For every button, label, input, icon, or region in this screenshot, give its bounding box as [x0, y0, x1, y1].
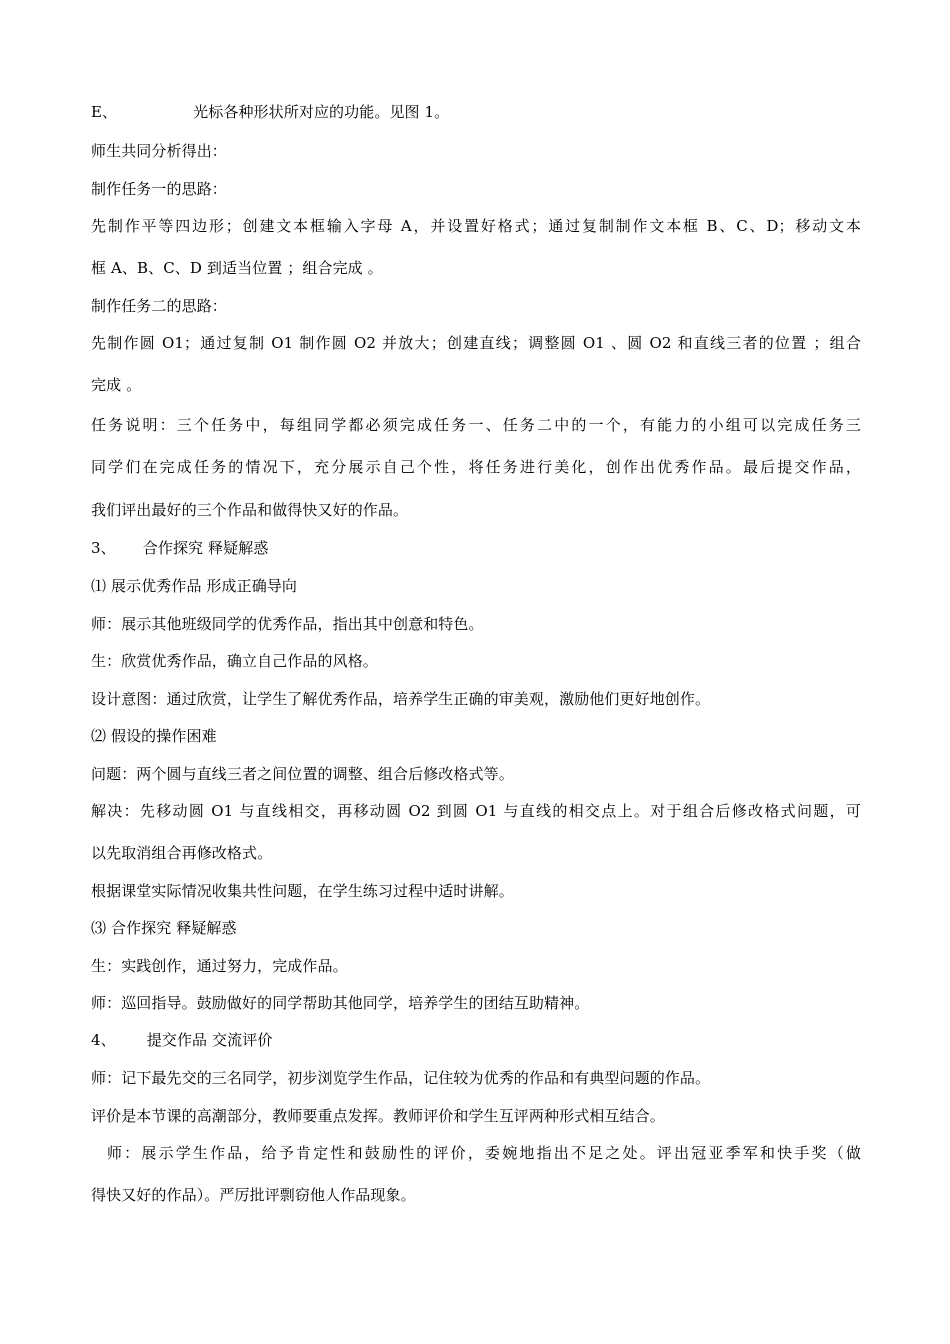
- paragraph-line: 任务说明：三个任务中，每组同学都必须完成任务一、任务二中的一个，有能力的小组可以完成任务三: [91, 416, 861, 434]
- list-item-text: 光标各种形状所对应的功能。见图 1。: [193, 103, 450, 121]
- section-title: 合作探究 释疑解惑: [142, 539, 269, 557]
- paragraph-line: 完成 。: [91, 376, 142, 394]
- paragraph-line: 问题：两个圆与直线三者之间位置的调整、组合后修改格式等。: [91, 765, 514, 783]
- subsection-heading: ⑶ 合作探究 释疑解惑: [91, 919, 237, 937]
- paragraph-line: 制作任务一的思路：: [91, 180, 227, 198]
- section-number: 4、: [91, 1031, 116, 1049]
- paragraph-line: 师生共同分析得出：: [91, 142, 227, 160]
- paragraph-line: 生：实践创作，通过努力，完成作品。: [91, 957, 348, 975]
- paragraph-line: 同学们在完成任务的情况下，充分展示自己个性，将任务进行美化，创作出优秀作品。最后提交作品，: [91, 458, 861, 476]
- paragraph-line: 生：欣赏优秀作品，确立自己作品的风格。: [91, 652, 378, 670]
- paragraph-line: 评价是本节课的高潮部分，教师要重点发挥。教师评价和学生互评两种形式相互结合。: [91, 1107, 665, 1125]
- paragraph-line: 制作任务二的思路：: [91, 297, 227, 315]
- paragraph-line: 师：展示其他班级同学的优秀作品，指出其中创意和特色。: [91, 615, 484, 633]
- paragraph-line: 根据课堂实际情况收集共性问题，在学生练习过程中适时讲解。: [91, 882, 514, 900]
- section-number: 3、: [91, 539, 116, 557]
- paragraph-line: 师：记下最先交的三名同学，初步浏览学生作品，记住较为优秀的作品和有典型问题的作品。: [91, 1069, 711, 1087]
- paragraph-line: 师：巡回指导。鼓励做好的同学帮助其他同学，培养学生的团结互助精神。: [91, 994, 590, 1012]
- section-title: 提交作品 交流评价: [146, 1031, 273, 1049]
- paragraph-line: 我们评出最好的三个作品和做得快又好的作品。: [91, 501, 409, 519]
- section-heading-3: [91, 538, 861, 558]
- subsection-heading: ⑵ 假设的操作困难: [91, 727, 217, 745]
- list-marker: E、: [91, 103, 118, 121]
- paragraph-line: 师：展示学生作品，给予肯定性和鼓励性的评价，委婉地指出不足之处。评出冠亚季军和快手奖（做: [107, 1144, 861, 1162]
- paragraph-line: 解决：先移动圆 O1 与直线相交，再移动圆 O2 到圆 O1 与直线的相交点上。对于组合后修改格式问题，可: [91, 802, 861, 820]
- subsection-heading: ⑴ 展示优秀作品 形成正确导向: [91, 577, 298, 595]
- section-heading-4: [91, 1030, 861, 1050]
- paragraph-line: 设计意图：通过欣赏，让学生了解优秀作品，培养学生正确的审美观，激励他们更好地创作。: [91, 690, 711, 708]
- paragraph-line: 先制作平等四边形；创建文本框输入字母 A，并设置好格式；通过复制制作文本框 B、C、D；移动文本: [91, 217, 861, 235]
- paragraph-line: 框 A、B、C、D 到适当位置 ；组合完成 。: [91, 259, 383, 277]
- paragraph-line: 先制作圆 O1；通过复制 O1 制作圆 O2 并放大；创建直线；调整圆 O1 、圆 O2 和直线三者的位置 ；组合: [91, 334, 861, 352]
- paragraph-line: 得快又好的作品）。严厉批评剽窃他人作品现象。: [91, 1186, 416, 1204]
- list-item-e: [91, 102, 861, 122]
- paragraph-line: 以先取消组合再修改格式。: [91, 844, 273, 862]
